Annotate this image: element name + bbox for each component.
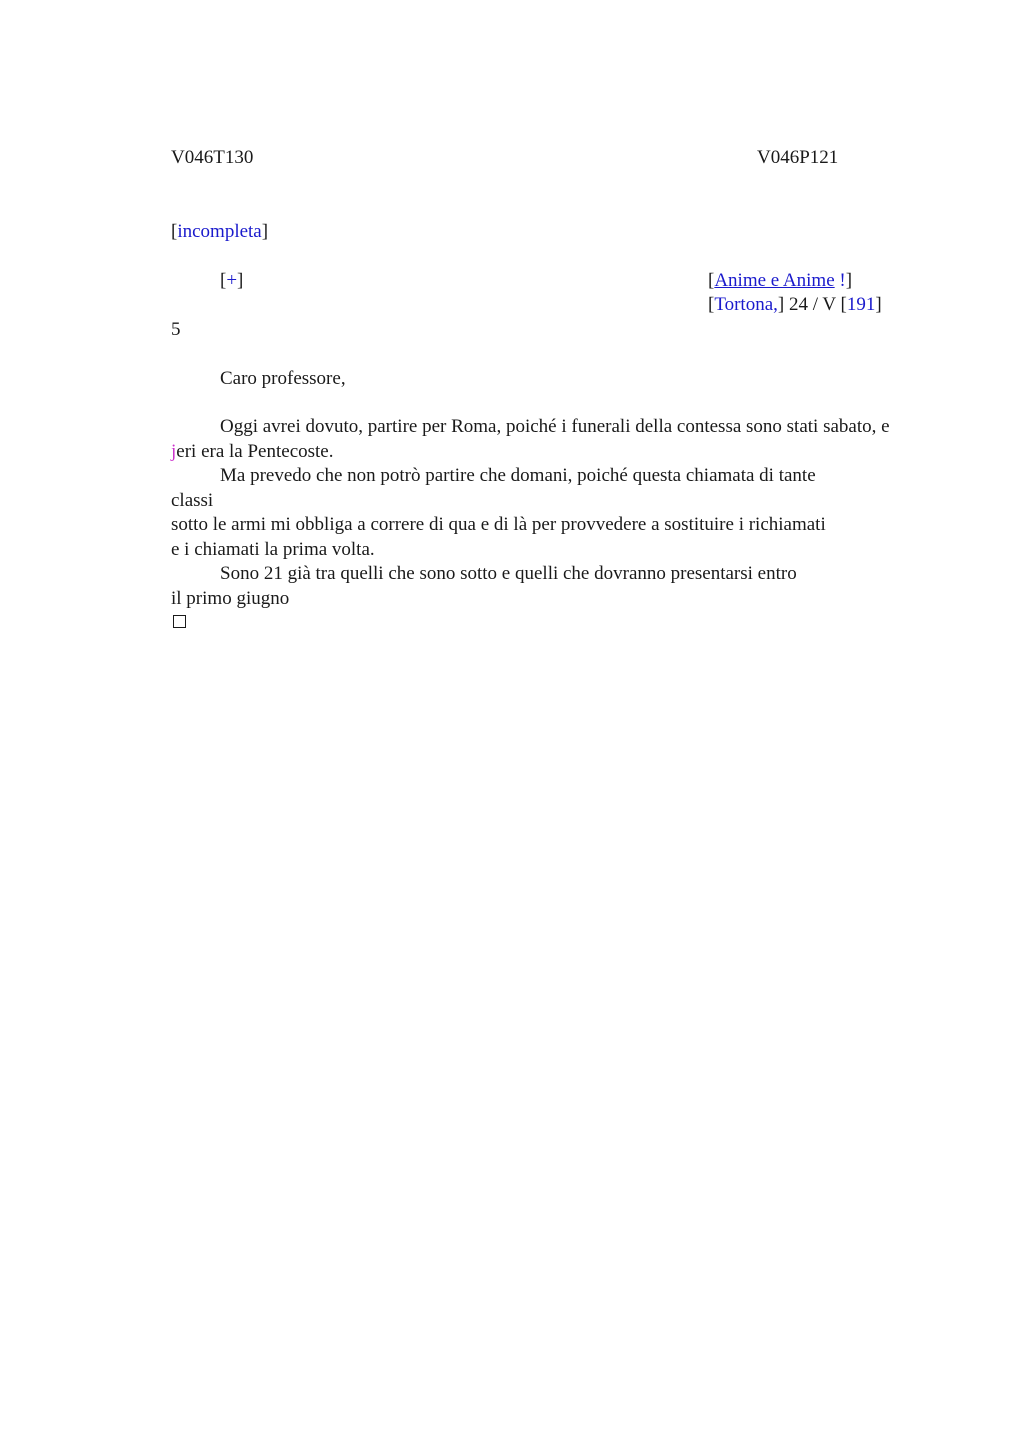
- highlighted-letter: j: [171, 440, 177, 462]
- exclamation-mark: !: [834, 270, 846, 291]
- paragraph-line: il primo giugno: [171, 587, 290, 609]
- document-code-left: V046T130: [171, 147, 254, 168]
- paragraph-line: sotto le armi mi obbliga a correre di qua e di là per provvedere a sostituire i richiamati: [171, 514, 826, 535]
- document-code-right: V046P121: [757, 147, 839, 168]
- bracket-close: ]: [845, 270, 853, 291]
- status-label: incompleta: [177, 221, 262, 242]
- paragraph-2: [171, 464, 891, 562]
- letter-title: [708, 269, 852, 294]
- paragraph-text: Oggi avrei dovuto, partire per Roma, poiché i funerali della contessa sono stati sabato, e: [220, 416, 890, 437]
- bracket-close: ]: [875, 294, 882, 315]
- paragraph-3: [171, 562, 891, 611]
- status-note: [171, 220, 268, 245]
- paragraph-line: e i chiamati la prima volta.: [171, 538, 375, 560]
- year-text: 191: [846, 294, 876, 315]
- bracket-open: [: [708, 270, 715, 291]
- paragraph-line: classi: [171, 489, 214, 511]
- cross-symbol: +: [226, 270, 238, 291]
- paragraph-line: Sono 21 già tra quelli che sono sotto e quelli che dovranno presentarsi entro: [220, 563, 797, 584]
- end-marker-icon: [173, 615, 186, 628]
- place-date: [708, 293, 882, 318]
- cross-mark: [220, 269, 243, 294]
- date-text: ] 24 / V [: [777, 294, 847, 315]
- paragraph-text: eri era la Pentecoste.: [176, 440, 334, 462]
- title-link[interactable]: Anime e Anime: [714, 270, 835, 291]
- bracket-open: [: [708, 294, 715, 315]
- bracket-close: ]: [237, 270, 244, 291]
- paragraph-line: Ma prevedo che non potrò partire che domani, poiché questa chiamata di tante: [220, 465, 816, 486]
- bracket-close: ]: [261, 221, 269, 242]
- paragraph-1: [171, 415, 891, 464]
- line-number: 5: [171, 319, 181, 340]
- place-name: Tortona,: [714, 294, 778, 315]
- bracket-open: [: [171, 221, 178, 242]
- salutation: Caro professore,: [220, 368, 346, 389]
- bracket-open: [: [220, 270, 227, 291]
